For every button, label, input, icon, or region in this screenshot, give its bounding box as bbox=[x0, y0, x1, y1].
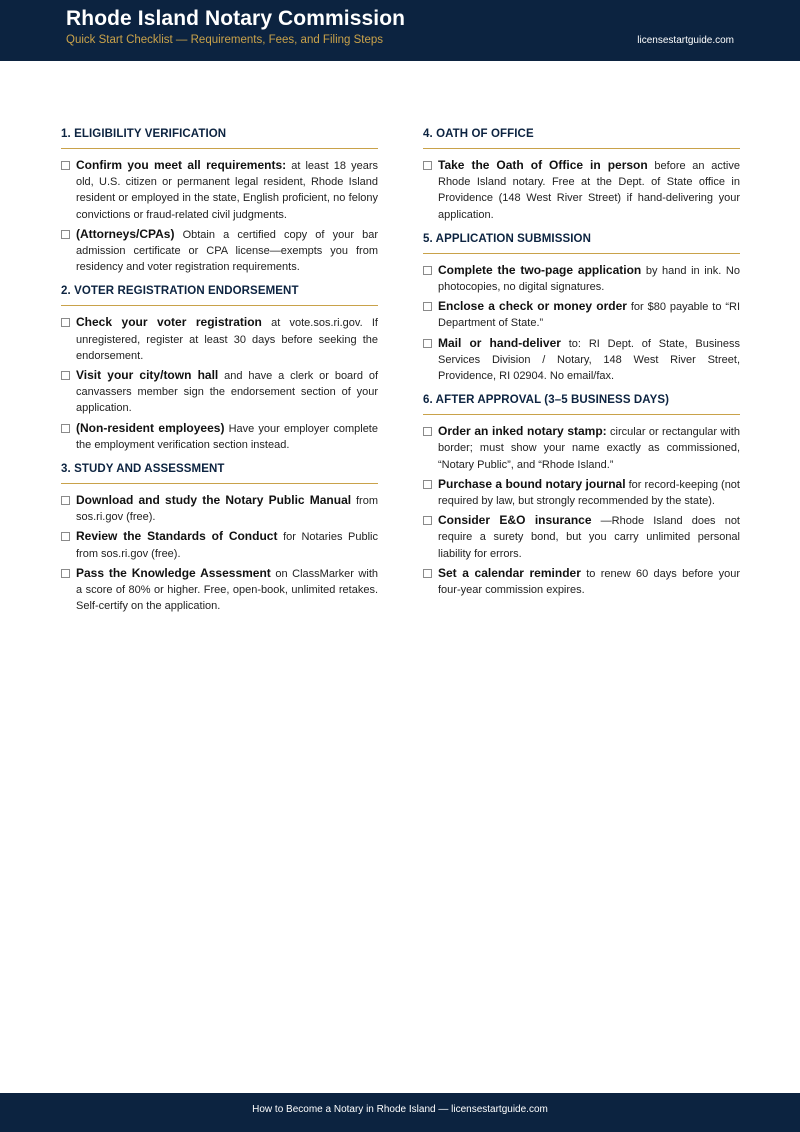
checkbox-icon[interactable] bbox=[423, 266, 432, 275]
item-lead: Set a calendar reminder bbox=[438, 565, 581, 580]
item-text: from sos.ri.gov (free). bbox=[76, 495, 378, 524]
section-after-approval bbox=[423, 394, 740, 598]
footer-text: How to Become a Notary in Rhode Island — licensestartguide.com bbox=[252, 1104, 548, 1115]
checkbox-icon[interactable] bbox=[423, 427, 432, 436]
item-lead: Take the Oath of Office in person bbox=[438, 158, 648, 172]
item-lead: (Non-resident employees) bbox=[76, 420, 225, 435]
section-title: 4. OATH OF OFFICE bbox=[423, 128, 740, 149]
item-text: and have a clerk or board of canvassers member sign the endorsement section of your application. bbox=[76, 370, 379, 415]
section-title: 5. APPLICATION SUBMISSION bbox=[423, 233, 740, 254]
checklist-item bbox=[61, 314, 378, 364]
checklist-item bbox=[61, 565, 378, 615]
item-lead: Confirm you meet all requirements: bbox=[76, 158, 287, 172]
checklist-item bbox=[61, 492, 378, 525]
checkbox-icon[interactable] bbox=[61, 496, 70, 505]
section-title: 1. ELIGIBILITY VERIFICATION bbox=[61, 128, 378, 149]
item-lead: Purchase a bound notary journal bbox=[438, 476, 626, 491]
page-footer bbox=[0, 1093, 800, 1132]
checklist-item bbox=[423, 262, 740, 295]
item-text: for $80 payable to “RI Department of State.” bbox=[438, 301, 740, 330]
page-subtitle: Quick Start Checklist — Requirements, Fees, and Filing Steps bbox=[66, 34, 384, 46]
item-lead: (Attorneys/CPAs) bbox=[76, 226, 175, 241]
checklist-item bbox=[61, 157, 378, 223]
checkbox-icon[interactable] bbox=[423, 161, 432, 170]
section-application bbox=[423, 233, 740, 384]
header-site-link: licensestartguide.com bbox=[637, 35, 734, 46]
checkbox-icon[interactable] bbox=[423, 302, 432, 311]
item-lead: Mail or hand-deliver bbox=[438, 335, 561, 350]
right-column bbox=[423, 128, 740, 608]
checkbox-icon[interactable] bbox=[61, 318, 70, 327]
section-title: 2. VOTER REGISTRATION ENDORSEMENT bbox=[61, 285, 378, 306]
item-lead: Enclose a check or money order bbox=[438, 299, 627, 314]
checklist-item bbox=[423, 476, 740, 509]
checklist-item bbox=[61, 420, 378, 453]
checklist-item bbox=[61, 528, 378, 561]
checklist-item bbox=[423, 157, 740, 223]
page-title: Rhode Island Notary Commission bbox=[66, 7, 406, 30]
item-text: by hand in ink. No photocopies, no digital signatures. bbox=[438, 264, 740, 294]
checkbox-icon[interactable] bbox=[423, 480, 432, 489]
item-text: Have your employer complete the employment verification section instead. bbox=[76, 422, 378, 451]
item-text: Obtain a certified copy of your bar admission certificate or CPA license—exempts you from residency and voter registration requirements. bbox=[76, 228, 378, 274]
item-text: at least 18 years old, U.S. citizen or permanent legal resident, Rhode Island resident or employed in the state, English proficient, no felony convictions or fraud-related civil judgments. bbox=[76, 160, 378, 221]
section-voter-registration bbox=[61, 285, 378, 453]
item-text: for Notaries Public from sos.ri.gov (free). bbox=[76, 531, 378, 560]
item-text: on ClassMarker with a score of 80% or higher. Free, open-book, unlimited retakes. Self-certify on the application. bbox=[76, 567, 378, 613]
checkbox-icon[interactable] bbox=[61, 424, 70, 433]
item-lead: Review the Standards of Conduct bbox=[76, 529, 278, 544]
left-column bbox=[61, 128, 378, 624]
item-text: at vote.sos.ri.gov. If unregistered, register at least 30 days before seeking the endorsement. bbox=[76, 317, 378, 362]
checkbox-icon[interactable] bbox=[423, 516, 432, 525]
checkbox-icon[interactable] bbox=[61, 532, 70, 541]
item-text: —Rhode Island does not require a surety bond, but you carry unlimited personal liability for errors. bbox=[438, 515, 740, 560]
item-lead: Check your voter registration bbox=[76, 315, 262, 330]
checkbox-icon[interactable] bbox=[423, 339, 432, 348]
item-text: before an active Rhode Island notary. Free at the Dept. of State office in Providence (148 West River Street) if hand-delivering your application. bbox=[438, 160, 740, 221]
item-text: to: RI Dept. of State, Business Services Division / Notary, 148 West River Street, Providence, RI 02904. No email/fax. bbox=[438, 337, 740, 383]
item-lead: Order an inked notary stamp: bbox=[438, 424, 607, 439]
checklist-item bbox=[423, 423, 740, 473]
item-lead: Download and study the Notary Public Manual bbox=[76, 493, 352, 508]
checklist-item bbox=[423, 565, 740, 598]
page-header bbox=[0, 0, 800, 61]
checkbox-icon[interactable] bbox=[61, 161, 70, 170]
item-text: for record-keeping (not required by law, but strongly recommended by the state). bbox=[438, 478, 740, 508]
checklist-item bbox=[61, 367, 378, 417]
checklist-item bbox=[61, 226, 378, 276]
checkbox-icon[interactable] bbox=[61, 569, 70, 578]
checkbox-icon[interactable] bbox=[61, 371, 70, 380]
checklist-item bbox=[423, 335, 740, 385]
section-title: 3. STUDY AND ASSESSMENT bbox=[61, 463, 378, 484]
checkbox-icon[interactable] bbox=[423, 569, 432, 578]
item-lead: Complete the two-page application bbox=[438, 262, 642, 277]
item-lead: Visit your city/town hall bbox=[76, 368, 219, 383]
item-text: to renew 60 days before your four-year commission expires. bbox=[438, 567, 741, 597]
checkbox-icon[interactable] bbox=[61, 230, 70, 239]
item-text: circular or rectangular with border; must show your name exactly as commissioned, “Notary Public”, and “Rhode Island.” bbox=[438, 426, 740, 471]
checklist-item bbox=[423, 298, 740, 331]
section-eligibility bbox=[61, 128, 378, 275]
item-lead: Consider E&O insurance bbox=[438, 513, 592, 528]
section-study-assessment bbox=[61, 463, 378, 614]
item-lead: Pass the Knowledge Assessment bbox=[76, 565, 271, 580]
section-title: 6. AFTER APPROVAL (3–5 BUSINESS DAYS) bbox=[423, 394, 740, 415]
section-oath bbox=[423, 128, 740, 223]
checklist-item bbox=[423, 512, 740, 562]
